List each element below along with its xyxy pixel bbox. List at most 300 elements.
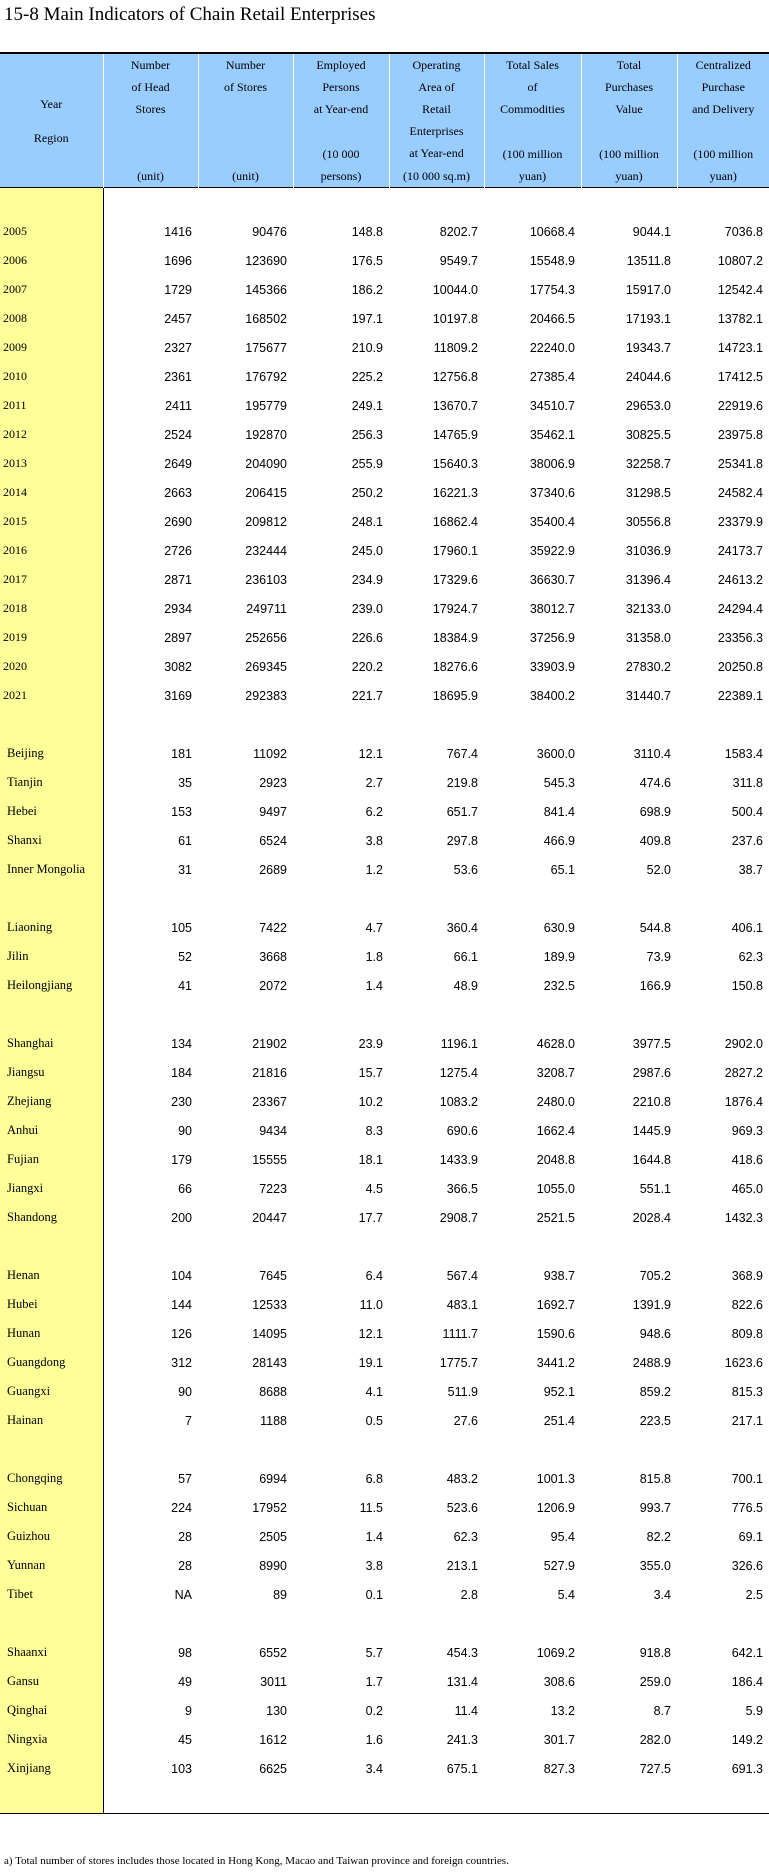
region-row <box>0 1319 769 1348</box>
spacer-row <box>0 1435 769 1464</box>
header-text: Value <box>615 102 643 116</box>
footnote: a) Total number of stores includes those located in Hong Kong, Macao and Taiwan province and foreign countries. <box>4 1855 509 1867</box>
value-cell-head-stores: 66 <box>178 1181 192 1196</box>
value-cell-total-sales: 33903.9 <box>529 659 575 674</box>
region-row <box>0 1551 769 1580</box>
value-cell-total-sales: 35400.4 <box>529 514 575 529</box>
region-cell: Inner Mongolia <box>0 855 103 884</box>
value-cell-head-stores: 103 <box>171 1761 192 1776</box>
empty-cell <box>293 1609 389 1638</box>
value-cell-head-stores: 224 <box>171 1500 192 1515</box>
value-cell-stores: 20447 <box>252 1210 287 1225</box>
year-row <box>0 304 769 333</box>
value-cell-head-stores: 2457 <box>164 311 192 326</box>
value-cell-total-sales: 841.4 <box>543 804 575 819</box>
header-unit: (10 000 <box>322 147 360 161</box>
value-cell-total-purchases: 8.7 <box>653 1703 671 1718</box>
value-cell-centralized-delivery: 2902.0 <box>724 1036 763 1051</box>
value-cell-total-sales: 95.4 <box>550 1529 575 1544</box>
empty-cell <box>293 710 389 739</box>
region-row <box>0 1290 769 1319</box>
value-cell-operating-area: 1433.9 <box>439 1152 478 1167</box>
empty-cell <box>293 1435 389 1464</box>
value-cell-head-stores: 41 <box>178 978 192 993</box>
value-cell-stores: 28143 <box>252 1355 287 1370</box>
value-cell-centralized-delivery: 22389.1 <box>717 688 763 703</box>
value-cell-operating-area: 523.6 <box>446 1500 478 1515</box>
empty-cell <box>677 1609 769 1638</box>
empty-cell <box>581 1609 677 1638</box>
value-cell-operating-area: 511.9 <box>447 1384 478 1399</box>
value-cell-employed-persons: 1.4 <box>365 978 383 993</box>
value-cell-total-sales: 36630.7 <box>529 572 575 587</box>
value-cell-centralized-delivery: 2.5 <box>745 1587 763 1602</box>
value-cell-total-purchases: 17193.1 <box>625 311 671 326</box>
empty-cell <box>677 884 769 913</box>
value-cell-operating-area: 131.4 <box>446 1674 478 1689</box>
spacer-row <box>0 1609 769 1638</box>
value-cell-operating-area: 48.9 <box>453 978 478 993</box>
value-cell-centralized-delivery: 700.1 <box>731 1471 763 1486</box>
value-cell-total-purchases: 948.6 <box>639 1326 671 1341</box>
value-cell-employed-persons: 1.6 <box>365 1732 383 1747</box>
value-cell-centralized-delivery: 969.3 <box>731 1123 763 1138</box>
value-cell-employed-persons: 1.4 <box>365 1529 383 1544</box>
value-cell-centralized-delivery: 500.4 <box>731 804 763 819</box>
value-cell-stores: 249711 <box>246 601 287 616</box>
header-text: at Year-end <box>409 146 464 160</box>
region-row <box>0 1406 769 1435</box>
region-row <box>0 913 769 942</box>
value-cell-employed-persons: 220.2 <box>351 659 383 674</box>
value-cell-operating-area: 18276.6 <box>432 659 478 674</box>
value-cell-total-sales: 3441.2 <box>536 1355 575 1370</box>
value-cell-total-purchases: 9044.1 <box>632 224 671 239</box>
value-cell-total-purchases: 30825.5 <box>625 427 671 442</box>
region-cell: Liaoning <box>0 913 103 942</box>
value-cell-total-sales: 189.9 <box>543 949 575 964</box>
header-text: Area of <box>418 80 455 94</box>
value-cell-centralized-delivery: 12542.4 <box>717 282 763 297</box>
value-cell-total-purchases: 82.2 <box>646 1529 671 1544</box>
value-cell-employed-persons: 8.3 <box>365 1123 383 1138</box>
value-cell-operating-area: 690.6 <box>446 1123 478 1138</box>
empty-cell <box>389 1783 484 1814</box>
column-header-centralized-delivery <box>677 53 769 188</box>
value-cell-head-stores: 179 <box>171 1152 192 1167</box>
value-cell-stores: 168502 <box>245 311 287 326</box>
year-row <box>0 391 769 420</box>
value-cell-centralized-delivery: 1583.4 <box>724 746 763 761</box>
value-cell-stores: 90476 <box>252 224 287 239</box>
value-cell-stores: 2923 <box>259 775 287 790</box>
value-cell-employed-persons: 17.7 <box>358 1210 383 1225</box>
value-cell-total-sales: 10668.4 <box>529 224 575 239</box>
value-cell-centralized-delivery: 23379.9 <box>717 514 763 529</box>
value-cell-centralized-delivery: 368.9 <box>731 1268 763 1283</box>
region-cell: Shanxi <box>0 826 103 855</box>
value-cell-employed-persons: 226.6 <box>351 630 383 645</box>
year-cell: 2015 <box>0 507 103 536</box>
value-cell-employed-persons: 3.8 <box>365 833 383 848</box>
value-cell-centralized-delivery: 24613.2 <box>717 572 763 587</box>
value-cell-employed-persons: 255.9 <box>351 456 383 471</box>
value-cell-head-stores: 230 <box>171 1094 192 1109</box>
value-cell-operating-area: 483.2 <box>446 1471 478 1486</box>
value-cell-operating-area: 454.3 <box>446 1645 478 1660</box>
value-cell-stores: 252656 <box>245 630 287 645</box>
year-cell: 2021 <box>0 681 103 710</box>
value-cell-total-purchases: 32133.0 <box>625 601 671 616</box>
value-cell-head-stores: 2663 <box>164 485 192 500</box>
empty-cell <box>677 1783 769 1814</box>
column-header-head-stores <box>103 53 198 188</box>
value-cell-total-purchases: 166.9 <box>639 978 671 993</box>
region-cell: Heilongjiang <box>0 971 103 1000</box>
label-cell <box>0 1783 103 1814</box>
header-text: Centralized <box>695 58 751 72</box>
value-cell-stores: 175677 <box>245 340 287 355</box>
spacer-row <box>0 1232 769 1261</box>
empty-cell <box>484 1232 581 1261</box>
empty-cell <box>293 188 389 218</box>
value-cell-employed-persons: 249.1 <box>351 398 383 413</box>
value-cell-head-stores: 28 <box>178 1529 192 1544</box>
value-cell-employed-persons: 0.5 <box>365 1413 383 1428</box>
value-cell-stores: 123690 <box>245 253 287 268</box>
label-cell <box>0 188 103 218</box>
year-cell: 2010 <box>0 362 103 391</box>
year-row <box>0 536 769 565</box>
empty-cell <box>198 884 293 913</box>
value-cell-head-stores: 134 <box>171 1036 192 1051</box>
year-cell: 2006 <box>0 246 103 275</box>
year-row <box>0 681 769 710</box>
region-row <box>0 1203 769 1232</box>
header-unit: yuan) <box>518 169 547 183</box>
value-cell-operating-area: 483.1 <box>446 1297 478 1312</box>
spacer-row <box>0 710 769 739</box>
value-cell-total-sales: 301.7 <box>543 1732 575 1747</box>
region-cell: Qinghai <box>0 1696 103 1725</box>
spacer-row <box>0 1000 769 1029</box>
spacer-row <box>0 188 769 218</box>
region-row <box>0 1580 769 1609</box>
value-cell-employed-persons: 3.4 <box>365 1761 383 1776</box>
value-cell-operating-area: 17924.7 <box>432 601 478 616</box>
value-cell-total-sales: 65.1 <box>550 862 575 877</box>
empty-cell <box>293 1000 389 1029</box>
value-cell-total-sales: 37256.9 <box>529 630 575 645</box>
value-cell-stores: 21816 <box>252 1065 287 1080</box>
empty-cell <box>484 1000 581 1029</box>
value-cell-centralized-delivery: 1623.6 <box>724 1355 763 1370</box>
value-cell-total-sales: 38400.2 <box>529 688 575 703</box>
value-cell-total-sales: 13.2 <box>550 1703 575 1718</box>
region-row <box>0 1725 769 1754</box>
region-cell: Jiangsu <box>0 1058 103 1087</box>
value-cell-employed-persons: 1.8 <box>365 949 383 964</box>
value-cell-total-sales: 34510.7 <box>529 398 575 413</box>
value-cell-centralized-delivery: 22919.6 <box>717 398 763 413</box>
value-cell-total-sales: 308.6 <box>543 1674 575 1689</box>
value-cell-total-sales: 952.1 <box>543 1384 575 1399</box>
value-cell-stores: 236103 <box>245 572 287 587</box>
value-cell-total-sales: 251.4 <box>543 1413 575 1428</box>
value-cell-head-stores: 105 <box>171 920 192 935</box>
value-cell-centralized-delivery: 418.6 <box>731 1152 763 1167</box>
value-cell-head-stores: 2327 <box>164 340 192 355</box>
value-cell-centralized-delivery: 237.6 <box>731 833 763 848</box>
value-cell-head-stores: 35 <box>178 775 192 790</box>
value-cell-employed-persons: 18.1 <box>358 1152 383 1167</box>
value-cell-employed-persons: 210.9 <box>351 340 383 355</box>
value-cell-total-sales: 1662.4 <box>536 1123 575 1138</box>
region-cell: Shandong <box>0 1203 103 1232</box>
header-text: Purchases <box>605 80 653 94</box>
value-cell-head-stores: 2361 <box>164 369 192 384</box>
year-row <box>0 333 769 362</box>
value-cell-total-purchases: 19343.7 <box>625 340 671 355</box>
header-unit: (unit) <box>232 169 259 183</box>
value-cell-total-sales: 22240.0 <box>529 340 575 355</box>
value-cell-head-stores: 2897 <box>164 630 192 645</box>
year-cell: 2016 <box>0 536 103 565</box>
column-header-total-sales <box>484 53 581 188</box>
empty-cell <box>198 1783 293 1814</box>
value-cell-operating-area: 366.5 <box>446 1181 478 1196</box>
empty-cell <box>103 1783 198 1814</box>
value-cell-stores: 6552 <box>259 1645 287 1660</box>
value-cell-total-sales: 4628.0 <box>536 1036 575 1051</box>
empty-cell <box>198 1609 293 1638</box>
value-cell-employed-persons: 12.1 <box>358 746 383 761</box>
value-cell-stores: 8688 <box>259 1384 287 1399</box>
value-cell-employed-persons: 11.0 <box>359 1297 383 1312</box>
value-cell-head-stores: 90 <box>178 1123 192 1138</box>
empty-cell <box>198 1000 293 1029</box>
value-cell-head-stores: 2411 <box>165 398 192 413</box>
empty-cell <box>103 1000 198 1029</box>
value-cell-stores: 17952 <box>252 1500 287 1515</box>
empty-cell <box>484 884 581 913</box>
header-unit: yuan) <box>615 169 643 183</box>
value-cell-head-stores: 3082 <box>164 659 192 674</box>
value-cell-operating-area: 1275.4 <box>439 1065 478 1080</box>
value-cell-stores: 23367 <box>252 1094 287 1109</box>
year-row <box>0 449 769 478</box>
header-text: Purchase <box>701 80 745 94</box>
region-row <box>0 1667 769 1696</box>
value-cell-head-stores: 1696 <box>164 253 192 268</box>
value-cell-operating-area: 14765.9 <box>432 427 478 442</box>
value-cell-operating-area: 62.3 <box>453 1529 478 1544</box>
header-text: Number <box>130 58 171 72</box>
year-cell: 2005 <box>0 217 103 246</box>
value-cell-head-stores: 9 <box>185 1703 192 1718</box>
value-cell-head-stores: 49 <box>178 1674 192 1689</box>
value-cell-head-stores: 45 <box>178 1732 192 1747</box>
region-cell: Guangdong <box>0 1348 103 1377</box>
value-cell-head-stores: 126 <box>171 1326 192 1341</box>
value-cell-total-sales: 527.9 <box>543 1558 575 1573</box>
value-cell-total-purchases: 2210.8 <box>632 1094 671 1109</box>
value-cell-total-purchases: 31036.9 <box>625 543 671 558</box>
value-cell-employed-persons: 221.7 <box>351 688 383 703</box>
value-cell-centralized-delivery: 13782.1 <box>717 311 763 326</box>
region-row <box>0 1377 769 1406</box>
year-row <box>0 507 769 536</box>
year-row <box>0 275 769 304</box>
value-cell-centralized-delivery: 2827.2 <box>724 1065 763 1080</box>
value-cell-employed-persons: 4.1 <box>365 1384 383 1399</box>
region-row <box>0 1145 769 1174</box>
region-cell: Xinjiang <box>0 1754 103 1783</box>
region-row <box>0 826 769 855</box>
empty-cell <box>389 1609 484 1638</box>
value-cell-head-stores: 28 <box>178 1558 192 1573</box>
value-cell-centralized-delivery: 1432.3 <box>724 1210 763 1225</box>
value-cell-total-purchases: 3977.5 <box>632 1036 671 1051</box>
value-cell-employed-persons: 197.1 <box>351 311 383 326</box>
header-unit: (unit) <box>137 169 164 183</box>
value-cell-centralized-delivery: 14723.1 <box>717 340 763 355</box>
value-cell-total-purchases: 355.0 <box>639 1558 671 1573</box>
header-text: Enterprises <box>409 124 464 138</box>
value-cell-total-purchases: 2488.9 <box>632 1355 671 1370</box>
value-cell-operating-area: 13670.7 <box>432 398 478 413</box>
value-cell-centralized-delivery: 38.7 <box>738 862 763 877</box>
empty-cell <box>293 1232 389 1261</box>
value-cell-total-purchases: 13511.8 <box>626 253 671 268</box>
header-text: of Head <box>131 80 170 94</box>
value-cell-head-stores: 153 <box>171 804 192 819</box>
value-cell-operating-area: 2.8 <box>460 1587 478 1602</box>
year-row <box>0 594 769 623</box>
year-cell: 2018 <box>0 594 103 623</box>
value-cell-stores: 145366 <box>245 282 287 297</box>
value-cell-head-stores: 7 <box>185 1413 192 1428</box>
header-text: at Year-end <box>313 102 369 116</box>
value-cell-stores: 3011 <box>260 1674 287 1689</box>
value-cell-operating-area: 567.4 <box>446 1268 478 1283</box>
region-row <box>0 1174 769 1203</box>
value-cell-employed-persons: 256.3 <box>351 427 383 442</box>
value-cell-operating-area: 11809.2 <box>433 340 478 355</box>
value-cell-operating-area: 219.8 <box>446 775 478 790</box>
header-unit: yuan) <box>709 169 737 183</box>
value-cell-stores: 130 <box>266 1703 287 1718</box>
value-cell-centralized-delivery: 10807.2 <box>717 253 763 268</box>
value-cell-total-purchases: 31396.4 <box>625 572 671 587</box>
header-text: Stores <box>135 102 166 116</box>
value-cell-centralized-delivery: 20250.8 <box>717 659 763 674</box>
column-header-operating-area <box>389 53 484 188</box>
value-cell-stores: 2072 <box>259 978 287 993</box>
value-cell-operating-area: 360.4 <box>446 920 478 935</box>
region-row <box>0 1638 769 1667</box>
value-cell-employed-persons: 6.8 <box>365 1471 383 1486</box>
value-cell-employed-persons: 5.7 <box>365 1645 383 1660</box>
header-unit: (100 million <box>599 147 659 161</box>
value-cell-operating-area: 10197.8 <box>432 311 478 326</box>
region-cell: Ningxia <box>0 1725 103 1754</box>
region-row <box>0 1087 769 1116</box>
value-cell-centralized-delivery: 25341.8 <box>717 456 763 471</box>
region-cell: Yunnan <box>0 1551 103 1580</box>
region-row <box>0 1058 769 1087</box>
value-cell-employed-persons: 250.2 <box>351 485 383 500</box>
value-cell-total-sales: 35462.1 <box>529 427 575 442</box>
header-unit: (10 000 sq.m) <box>403 169 470 183</box>
value-cell-total-purchases: 705.2 <box>639 1268 671 1283</box>
value-cell-total-purchases: 52.0 <box>646 862 671 877</box>
empty-cell <box>103 1435 198 1464</box>
empty-cell <box>389 1000 484 1029</box>
value-cell-operating-area: 16221.3 <box>432 485 478 500</box>
year-cell: 2011 <box>0 391 103 420</box>
header-text: Persons <box>322 80 360 94</box>
value-cell-employed-persons: 1.7 <box>365 1674 383 1689</box>
value-cell-total-sales: 17754.3 <box>529 282 575 297</box>
value-cell-stores: 232444 <box>245 543 287 558</box>
empty-cell <box>484 710 581 739</box>
region-row <box>0 768 769 797</box>
value-cell-stores: 176792 <box>245 369 287 384</box>
value-cell-head-stores: 104 <box>171 1268 192 1283</box>
region-cell: Gansu <box>0 1667 103 1696</box>
value-cell-operating-area: 1196.1 <box>440 1036 478 1051</box>
empty-cell <box>581 1000 677 1029</box>
label-cell <box>0 884 103 913</box>
value-cell-operating-area: 675.1 <box>446 1761 478 1776</box>
value-cell-operating-area: 12756.8 <box>432 369 478 384</box>
region-row <box>0 971 769 1000</box>
header-text: Number <box>225 58 266 72</box>
header-text: Operating <box>412 58 461 72</box>
value-cell-total-sales: 1055.0 <box>536 1181 575 1196</box>
empty-cell <box>581 188 677 218</box>
value-cell-head-stores: 1729 <box>164 282 192 297</box>
empty-cell <box>293 1783 389 1814</box>
spacer-row <box>0 884 769 913</box>
empty-cell <box>389 1435 484 1464</box>
value-cell-stores: 195779 <box>245 398 287 413</box>
value-cell-head-stores: 90 <box>178 1384 192 1399</box>
value-cell-total-purchases: 27830.2 <box>625 659 671 674</box>
year-row <box>0 246 769 275</box>
value-cell-total-sales: 1001.3 <box>536 1471 575 1486</box>
year-row <box>0 565 769 594</box>
value-cell-total-purchases: 1391.9 <box>632 1297 671 1312</box>
region-cell: Guangxi <box>0 1377 103 1406</box>
value-cell-centralized-delivery: 815.3 <box>731 1384 763 1399</box>
year-row <box>0 420 769 449</box>
value-cell-operating-area: 15640.3 <box>432 456 478 471</box>
value-cell-centralized-delivery: 1876.4 <box>724 1094 763 1109</box>
value-cell-total-sales: 466.9 <box>543 833 575 848</box>
value-cell-centralized-delivery: 776.5 <box>731 1500 763 1515</box>
value-cell-operating-area: 18695.9 <box>432 688 478 703</box>
value-cell-centralized-delivery: 822.6 <box>731 1297 763 1312</box>
region-cell: Guizhou <box>0 1522 103 1551</box>
value-cell-centralized-delivery: 24582.4 <box>717 485 763 500</box>
label-cell <box>0 1609 103 1638</box>
region-cell: Fujian <box>0 1145 103 1174</box>
value-cell-head-stores: 1416 <box>164 224 192 239</box>
value-cell-total-purchases: 474.6 <box>639 775 671 790</box>
label-cell <box>0 710 103 739</box>
